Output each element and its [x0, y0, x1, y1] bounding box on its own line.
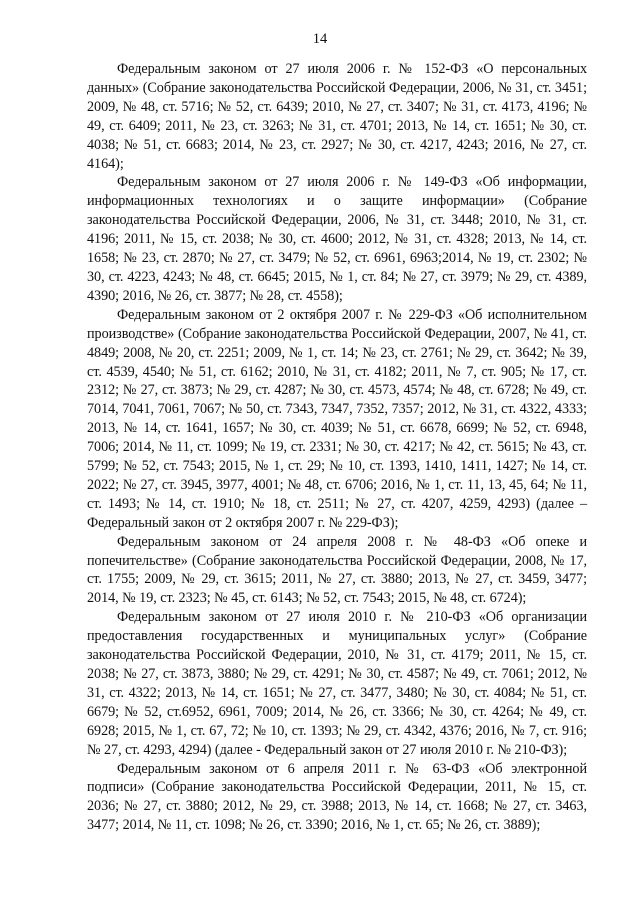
page-body — [87, 60, 587, 835]
law-paragraph-public-services: Федеральным законом от 27 июля 2010 г. № 210-ФЗ «Об организации предоставления государственных и муниципальных услуг» (Собрание законодательства Российской Федерации, 2010, № 31, ст. 4179; 2011, № 15, ст. 2038; № 27, ст. 3873, 3880; № 29, ст. 4291; № 30, ст. 4587; № 49, ст. 7061; 2012, № 31, ст. 4322; 2013, № 14, ст. 1651; № 27, ст. 3477, 3480; № 30, ст. 4084; № 51, ст. 6679; № 52, ст.6952, 6961, 7009; 2014, № 26, ст. 3366; № 30, ст. 4264; № 49, ст. 6928; 2015, № 1, ст. 67, 72; № 10, ст. 1393; № 29, ст. 4342, 4376; 2016, № 7, ст. 916; № 27, ст. 4293, 4294) (далее - Федеральный закон от 27 июля 2010 г. № 210-ФЗ); — [87, 609, 587, 758]
law-paragraph-enforcement-proceedings: Федеральным законом от 2 октября 2007 г. № 229-ФЗ «Об исполнительном производстве» (Собрание законодательства Российской Федерации, 2007, № 41, ст. 4849; 2008, № 20, ст. 2251; 2009, № 1, ст. 14; № 23, ст. 2761; № 29, ст. 3642; № 39, ст. 4539, 4540; № 51, ст. 6162; 2010, № 31, ст. 4182; 2011, № 7, ст. 905; № 17, ст. 2312; № 27, ст. 3873; № 29, ст. 4287; № 30, ст. 4573, 4574; № 48, ст. 6728; № 49, ст. 7014, 7041, 7061, 7067; № 50, ст. 7343, 7347, 7352, 7357; 2012, № 31, ст. 4322, 4333; 2013, № 14, ст. 1641, 1657; № 30, ст. 4039; № 51, ст. 6678, 6699; № 52, ст. 6948, 7006; 2014, № 11, ст. 1099; № 19, ст. 2331; № 30, ст. 4217; № 42, ст. 5615; № 43, ст. 5799; № 52, ст. 7543; 2015, № 1, ст. 29; № 10, ст. 1393, 1410, 1411, 1427; № 14, ст. 2022; № 27, ст. 3945, 3977, 4001; № 48, ст. 6706; 2016, № 1, ст. 11, 13, 45, 64; № 11, ст. 1493; № 14, ст. 1910; № 18, ст. 2511; № 27, ст. 4207, 4259, 4293) (далее – Федеральный закон от 2 октября 2007 г. № 229-ФЗ); — [87, 306, 587, 531]
law-paragraph-electronic-signature: Федеральным законом от 6 апреля 2011 г. № 63-ФЗ «Об электронной подписи» (Собрание законодательства Российской Федерации, 2011, № 15, ст. 2036; № 27, ст. 3880; 2012, № 29, ст. 3988; 2013, № 14, ст. 1668; № 27, ст. 3463, 3477; 2014, № 11, ст. 1098; № 26, ст. 3390; 2016, № 1, ст. 65; № 26, ст. 3889); — [87, 760, 587, 834]
page-number: 14 — [312, 31, 328, 47]
law-paragraph-personal-data: Федеральным законом от 27 июля 2006 г. № 152-ФЗ «О персональных данных» (Собрание законодательства Российской Федерации, 2006, № 31, ст. 3451; 2009, № 48, ст. 5716; № 52, ст. 6439; 2010, № 27, ст. 3407; № 31, ст. 4173, 4196; № 49, ст. 6409; 2011, № 23, ст. 3263; № 31, ст. 4701; 2013, № 14, ст. 1651; № 30, ст. 4038; № 51, ст. 6683; 2014, № 23, ст. 2927; № 30, ст. 4217, 4243; 2016, № 27, ст. 4164); — [87, 61, 587, 172]
law-paragraph-information: Федеральным законом от 27 июля 2006 г. № 149-ФЗ «Об информации, информационных технологиях и о защите информации» (Собрание законодательства Российской Федерации, 2006, № 31, ст. 3448; 2010, № 31, ст. 4196; 2011, № 15, ст. 2038; № 30, ст. 4600; 2012, № 31, ст. 4328; 2013, № 14, ст. 1658; № 23, ст. 2870; № 27, ст. 3479; № 52, ст. 6961, 6963;2014, № 19, ст. 2302; № 30, ст. 4223, 4243; № 48, ст. 6645; 2015, № 1, ст. 84; № 27, ст. 3979; № 29, ст. 4389, 4390; 2016, № 26, ст. 3877; № 28, ст. 4558); — [87, 174, 587, 304]
law-paragraph-guardianship: Федеральным законом от 24 апреля 2008 г. № 48-ФЗ «Об опеке и попечительстве» (Собрание законодательства Российской Федерации, 2008, № 17, ст. 1755; 2009, № 29, ст. 3615; 2011, № 27, ст. 3880; 2013, № 27, ст. 3459, 3477; 2014, № 19, ст. 2323; № 45, ст. 6143; № 52, ст. 7543; 2015, № 48, ст. 6724); — [87, 533, 587, 607]
